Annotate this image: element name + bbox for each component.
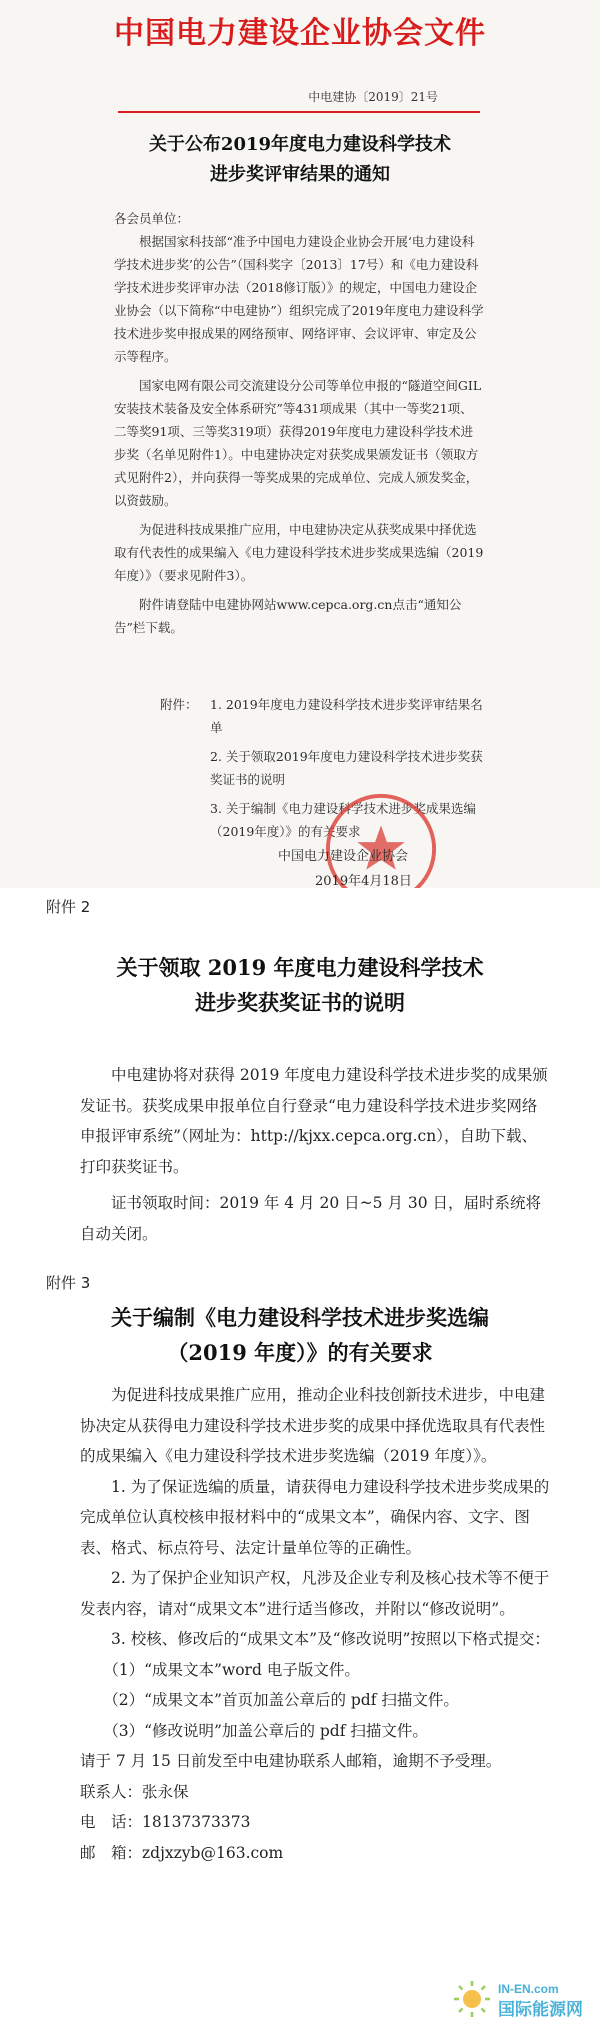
attachment-3-title-line: （2019 年度）》的有关要求 xyxy=(167,1340,433,1365)
attachment-2-paragraph: 中电建协将对获得 2019 年度电力建设科学技术进步奖的成果颁发证书。获奖成果申报单位自行登录“电力建设科学技术进步奖网络申报评审系统”（网址为：http://kjxx.cepca.org.cn），自助下载、打印获奖证书。 xyxy=(80,1066,548,1176)
attachment-3-paragraph: 为促进科技成果推广应用，推动企业科技创新技术进步，中电建协决定从获得电力建设科学技术进步奖的成果中择优选取具有代表性的成果编入《电力建设科学技术进步奖选编（2019 年度）》。 xyxy=(80,1386,546,1465)
attachment-item: 2. 关于领取2019年度电力建设科学技术进步奖获奖证书的说明 xyxy=(210,749,483,787)
attachment-3-paragraph: 3. 校核、修改后的“成果文本”及“修改说明”按照以下格式提交： xyxy=(111,1630,550,1648)
contact-email: 邮 箱：zdjxzyb@163.com xyxy=(80,1843,284,1862)
signing-organization: 中国电力建设企业协会 xyxy=(278,849,409,864)
attachment-2-title-line: 关于领取 2019 年度电力建设科学技术 xyxy=(116,955,484,980)
attachment-2-title xyxy=(0,950,600,1020)
notice-page xyxy=(0,0,600,888)
attachment-3-paragraph: 2. 为了保护企业知识产权，凡涉及企业专利及核心技术等不便于发表内容，请对“成果文本”进行适当修改，并附以“修改说明”。 xyxy=(80,1569,550,1618)
contact-phone: 电 话：18137373373 xyxy=(80,1813,251,1831)
notice-paragraph: 国家电网有限公司交流建设分公司等单位申报的“隧道空间GIL安装技术装备及安全体系研究”等431项成果（其中一等奖21项、二等奖91项、三等奖319项）获得2019年度电力建设科学技术进步奖（名单见附件1）。中电建协决定对获奖成果颁发证书（领取方式见附件2），并向获得一等奖成果的完成单位、完成人颁发奖金，以资鼓励。 xyxy=(114,378,482,508)
notice-paragraph: 附件请登陆中电建协网站www.cepca.org.cn点击“通知公告”栏下载。 xyxy=(114,597,462,635)
notice-title xyxy=(0,130,600,190)
attachment-3-label: 附件 3 xyxy=(46,1274,91,1292)
contact-person: 联系人：张永保 xyxy=(80,1782,189,1801)
attachment-3-title-line: 关于编制《电力建设科学技术进步奖选编 xyxy=(111,1305,489,1330)
submission-format-item: （1）“成果文本”word 电子版文件。 xyxy=(103,1660,360,1679)
salutation: 各会员单位： xyxy=(114,211,190,226)
attachment-list-label: 附件： xyxy=(160,697,198,712)
attachment-3-paragraph: 1. 为了保证选编的质量，请获得电力建设科学技术进步奖成果的完成单位认真校核申报材料中的“成果文本”，确保内容、文字、图表、格式、标点符号、法定计量单位等的正确性。 xyxy=(80,1477,550,1557)
signing-date: 2019年4月18日 xyxy=(315,874,412,888)
attachment-2-paragraph: 证书领取时间：2019 年 4 月 20 日~5 月 30 日，届时系统将自动关闭。 xyxy=(80,1194,542,1243)
watermark-top-text: IN-EN.com xyxy=(498,1982,559,1996)
notice-body xyxy=(114,207,484,639)
attachment-3-title xyxy=(0,1300,600,1370)
attachment-item: 1. 2019年度电力建设科学技术进步奖评审结果名单 xyxy=(210,697,483,735)
watermark-bottom-text: 国际能源网 xyxy=(498,2000,583,2020)
association-header: 中国电力建设企业协会文件 xyxy=(114,16,486,51)
document-number: 中电建协〔2019〕21号 xyxy=(308,90,438,104)
notice-paragraph: 为促进科技成果推广应用，中电建协决定从获奖成果中择优选取有代表性的成果编入《电力建设科学技术进步奖成果选编（2019年度）》（要求见附件3）。 xyxy=(114,522,484,583)
submission-format-item: （2）“成果文本”首页加盖公章后的 pdf 扫描文件。 xyxy=(103,1691,459,1709)
header-divider xyxy=(118,111,480,113)
notice-title-line: 进步奖评审结果的通知 xyxy=(210,164,390,185)
site-watermark xyxy=(450,1975,595,2023)
sun-logo-icon xyxy=(454,1981,490,2017)
submission-format-item: （3）“修改说明”加盖公章后的 pdf 扫描文件。 xyxy=(103,1721,428,1740)
attachment-2-title-line: 进步奖获奖证书的说明 xyxy=(195,990,405,1015)
notice-title-line: 关于公布2019年度电力建设科学技术 xyxy=(148,134,452,155)
attachment-2-label: 附件 2 xyxy=(46,898,91,916)
attachment-item: 3. 关于编制《电力建设科学技术进步奖成果选编（2019年度）》的有关要求 xyxy=(210,801,476,839)
submission-deadline: 请于 7 月 15 日前发至中电建协联系人邮箱，逾期不予受理。 xyxy=(80,1752,502,1770)
attachment-2-body xyxy=(80,1060,550,1249)
notice-paragraph: 根据国家科技部“准予中国电力建设企业协会开展‘电力建设科学技术进步奖’的公告”（国科奖字〔2013〕17号）和《电力建设科学技术进步奖评审办法（2018修订版）》的规定，中国电力建设企业协会（以下简称“中电建协”）组织完成了2019年度电力建设科学技术进步奖申报成果的网络预审、网络评审、会议评审、审定及公示等程序。 xyxy=(114,234,484,364)
attachment-3-body xyxy=(80,1380,550,1868)
